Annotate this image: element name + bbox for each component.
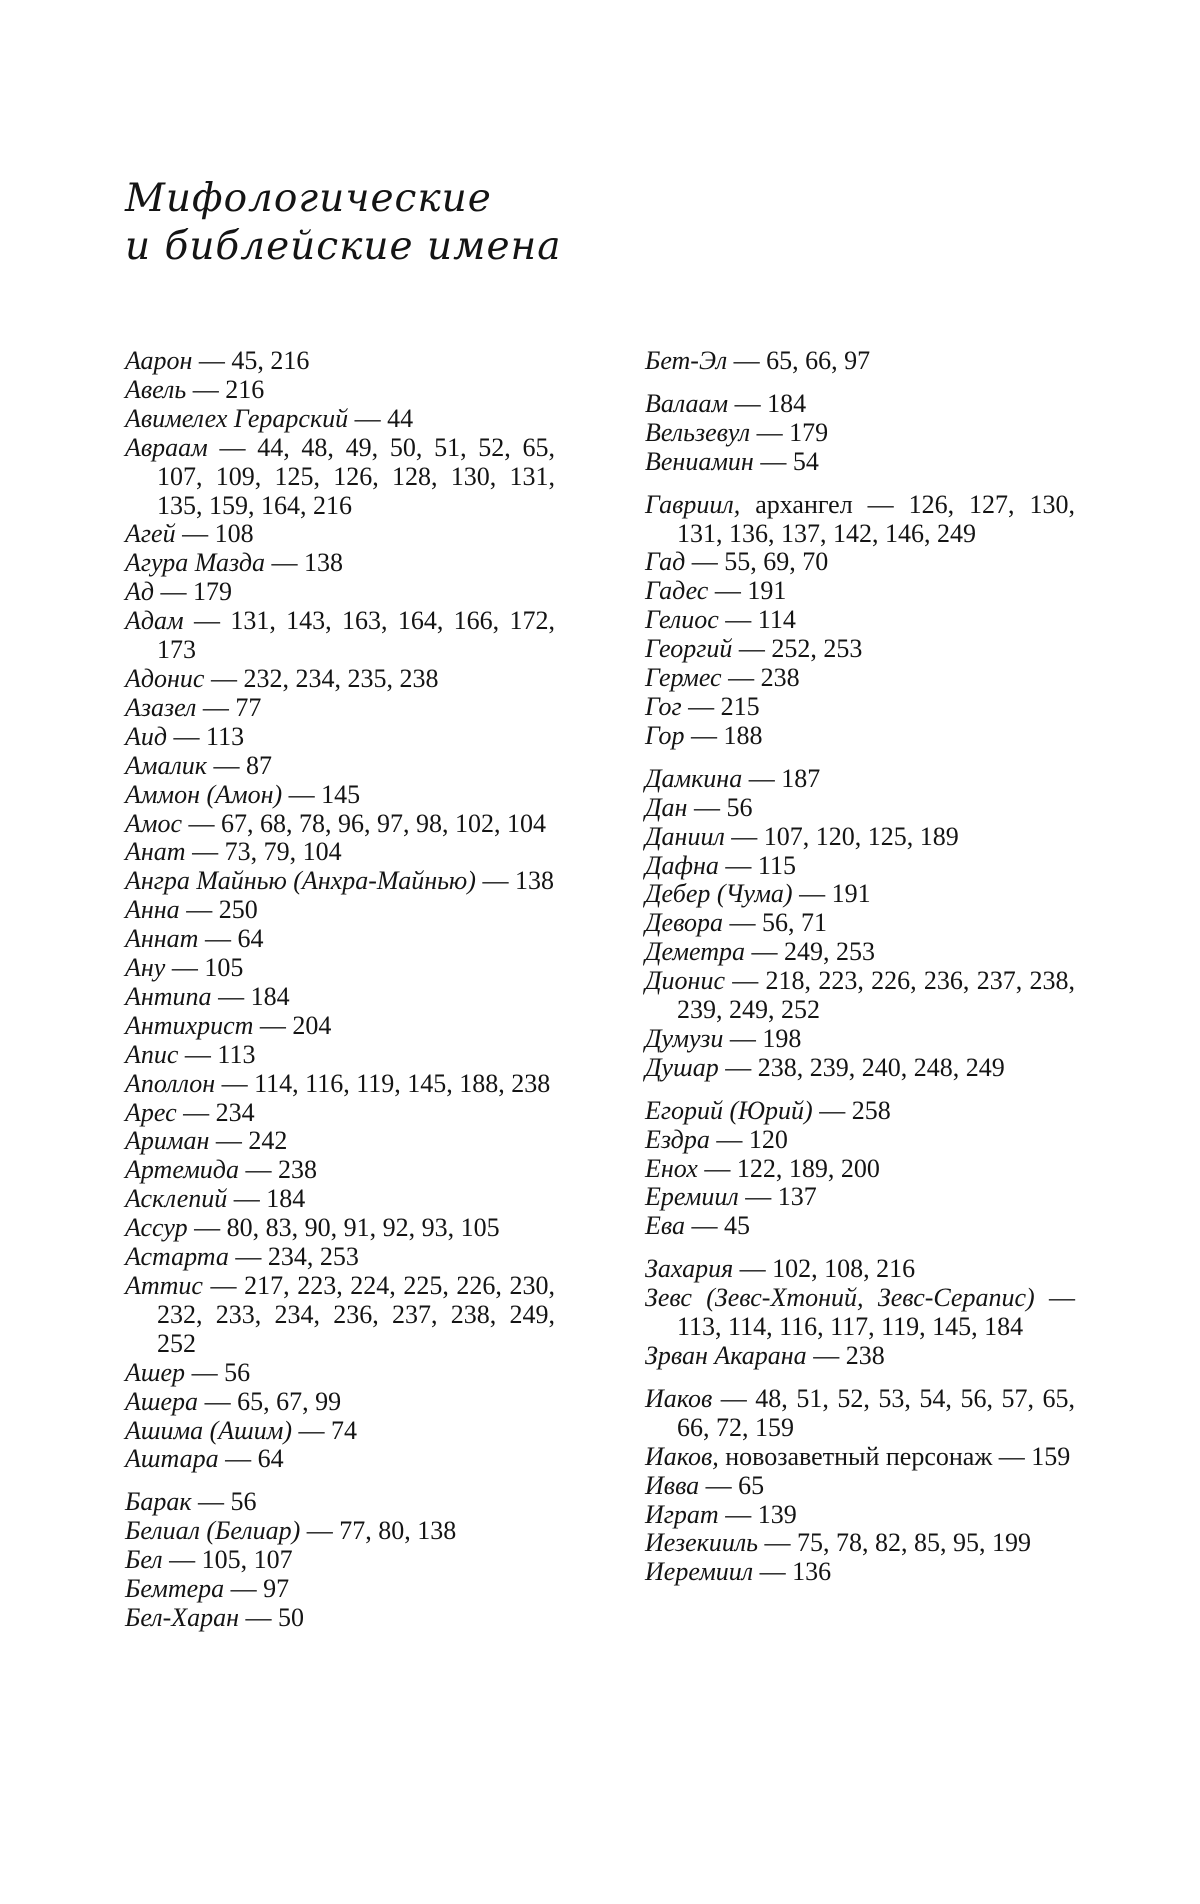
index-entry — [645, 1385, 1075, 1443]
entry-pages: — 139 — [718, 1499, 797, 1529]
entry-name: Ану — [125, 953, 166, 983]
entry-name: Бел — [125, 1545, 163, 1575]
entry-pages: — 188 — [684, 720, 763, 750]
entry-name: Ездра — [645, 1124, 710, 1154]
index-entry — [645, 419, 1075, 448]
letter-group — [645, 1255, 1075, 1371]
entry-pages: — 184 — [211, 981, 290, 1011]
entry-name: Бет-Эл — [645, 346, 728, 375]
entry-pages: — 232, 234, 235, 238 — [204, 663, 439, 693]
entry-name: Гермес — [645, 663, 722, 693]
letter-group — [645, 1097, 1075, 1242]
letter-group — [645, 491, 1075, 751]
entry-name: Антипа — [125, 981, 212, 1011]
letter-group — [125, 1488, 555, 1633]
index-entry — [125, 1099, 555, 1128]
entry-pages: — 238 — [238, 1155, 317, 1185]
entry-pages: — 198 — [723, 1023, 802, 1053]
index-entry — [645, 448, 1075, 477]
entry-name: Анна — [125, 895, 180, 925]
entry-pages: — 105, 107 — [162, 1545, 293, 1575]
entry-name: Арес — [125, 1097, 177, 1127]
entry-pages: — 115 — [718, 850, 796, 880]
entry-name: Аполлон — [125, 1068, 216, 1098]
index-entry — [645, 1284, 1075, 1342]
index-entry — [125, 1156, 555, 1185]
entry-name: Агура Мазда — [125, 548, 265, 578]
index-entry — [125, 1070, 555, 1099]
entry-pages: — 45 — [685, 1211, 750, 1241]
index-entry — [125, 1127, 555, 1156]
index-entry — [125, 1272, 555, 1359]
entry-pages: — 138 — [475, 866, 554, 896]
entry-name: Ариман — [125, 1126, 210, 1156]
entry-pages: — 250 — [179, 895, 258, 925]
entry-pages: — 120 — [709, 1124, 788, 1154]
index-column-right — [645, 347, 1075, 1601]
entry-pages: — 77 — [196, 692, 262, 722]
entry-name: Ангра Майнью (Анхра-Майнью) — [125, 866, 476, 896]
index-entry — [125, 925, 555, 954]
entry-name: Душар — [645, 1052, 719, 1082]
entry-name: Гор — [645, 720, 685, 750]
index-entry — [645, 1529, 1075, 1558]
index-entry — [645, 491, 1075, 549]
entry-name: Асклепий — [125, 1184, 228, 1214]
entry-name: Девора — [645, 908, 724, 938]
entry-name: Авраам — [125, 432, 208, 462]
entry-pages: — 136 — [753, 1557, 832, 1587]
entry-pages: — 179 — [750, 417, 829, 447]
entry-pages: — 64 — [198, 924, 264, 954]
entry-pages: — 238 — [806, 1341, 885, 1370]
index-column-left — [125, 347, 555, 1647]
entry-pages: — 114, 116, 119, 145, 188, 238 — [215, 1068, 551, 1098]
index-entry — [125, 405, 555, 434]
entry-pages: — 44, 48, 49, 50, 51, 52, 65, 107, 109, 125, 126, 128, 130, 131, 135, 159, 164, 216 — [157, 432, 555, 520]
entry-name: Думузи — [645, 1023, 724, 1053]
entry-name: Аид — [125, 721, 168, 751]
entry-name: Азазел — [125, 692, 197, 722]
entry-name: Аштара — [125, 1444, 219, 1474]
entry-pages: — 77, 80, 138 — [300, 1516, 457, 1546]
entry-name: Анат — [125, 837, 186, 867]
entry-pages: — 249, 253 — [745, 937, 876, 967]
entry-pages: — 108 — [175, 519, 254, 549]
entry-name: Еремиил — [645, 1182, 739, 1212]
index-entry — [645, 1342, 1075, 1371]
index-entry — [125, 954, 555, 983]
entry-pages: — 234, 253 — [228, 1242, 359, 1272]
entry-pages: — 242 — [209, 1126, 288, 1156]
entry-pages: — 113 — [178, 1039, 256, 1069]
entry-name: Дамкина — [645, 763, 743, 793]
entry-pages: — 252, 253 — [732, 634, 863, 664]
entry-pages: — 65, 66, 97 — [727, 346, 871, 375]
entry-pages: — 56, 71 — [723, 908, 828, 938]
entry-pages: — 74 — [292, 1415, 358, 1445]
index-entry — [645, 794, 1075, 823]
entry-pages: новозаветный персонаж — 159 — [718, 1441, 1071, 1471]
entry-name: Астарта — [125, 1242, 229, 1272]
entry-name: Егорий (Юрий) — [645, 1095, 813, 1125]
index-entry — [125, 1388, 555, 1417]
index-entry — [125, 1012, 555, 1041]
entry-pages: — 75, 78, 82, 85, 95, 199 — [758, 1528, 1031, 1558]
entry-name: Артемида — [125, 1155, 239, 1185]
index-entry — [125, 1517, 555, 1546]
index-entry — [125, 578, 555, 607]
index-entry — [125, 781, 555, 810]
entry-pages: — 50 — [239, 1602, 305, 1632]
entry-pages: — 87 — [206, 750, 272, 780]
entry-name: Захария — [645, 1254, 734, 1284]
entry-name: Ашера — [125, 1386, 199, 1416]
entry-name: Агей — [125, 519, 176, 549]
index-entry — [645, 606, 1075, 635]
entry-pages: — 73, 79, 104 — [185, 837, 342, 867]
entry-pages: — 191 — [708, 576, 787, 606]
entry-name: Зевс (Зевс-Хтоний, Зевс-Серапис) — [645, 1283, 1035, 1313]
entry-pages: — 56 — [185, 1357, 251, 1387]
entry-pages: — 105 — [165, 953, 244, 983]
entry-pages: — 238 — [721, 663, 800, 693]
index-entry — [125, 983, 555, 1012]
entry-name: Дан — [645, 792, 688, 822]
entry-name: Амалик — [125, 750, 207, 780]
index-entry — [125, 434, 555, 521]
index-entry — [645, 1155, 1075, 1184]
entry-name: Авимелех Герарский — [125, 403, 349, 433]
index-entry — [125, 1575, 555, 1604]
index-entry — [645, 1443, 1075, 1472]
index-entry — [125, 607, 555, 665]
index-entry — [125, 838, 555, 867]
index-entry — [645, 823, 1075, 852]
index-entry — [645, 347, 1075, 376]
entry-name: Гавриил, — [645, 489, 741, 519]
entry-name: Аммон (Амон) — [125, 779, 283, 809]
entry-pages: — 216 — [186, 374, 265, 404]
entry-name: Гадес — [645, 576, 709, 606]
entry-pages: — 218, 223, 226, 236, 237, 238, 239, 249, 252 — [677, 966, 1075, 1025]
entry-pages: — 55, 69, 70 — [685, 547, 829, 577]
index-entry — [645, 967, 1075, 1025]
entry-name: Аарон — [125, 346, 193, 375]
entry-pages: — 44 — [348, 403, 414, 433]
entry-pages: — 48, 51, 52, 53, 54, 56, 57, 65, 66, 72, 159 — [677, 1383, 1075, 1442]
entry-pages: — 54 — [753, 446, 819, 476]
index-entry — [645, 1097, 1075, 1126]
index-entry — [645, 664, 1075, 693]
index-entry — [645, 722, 1075, 751]
entry-pages: — 187 — [742, 763, 821, 793]
entry-name: Деметра — [645, 937, 746, 967]
entry-name: Амос — [125, 808, 183, 838]
index-entry — [125, 549, 555, 578]
index-entry — [645, 635, 1075, 664]
entry-name: Аттис — [125, 1271, 203, 1300]
entry-pages: — 107, 120, 125, 189 — [724, 821, 959, 851]
entry-name: Гелиос — [645, 605, 719, 635]
entry-name: Белиал (Белиар) — [125, 1516, 301, 1546]
index-entry — [645, 1255, 1075, 1284]
entry-name: Барак — [125, 1487, 192, 1517]
entry-pages: — 113 — [167, 721, 245, 751]
index-entry — [125, 1359, 555, 1388]
entry-name: Аннат — [125, 924, 199, 954]
entry-name: Дионис — [645, 966, 725, 996]
index-entry — [125, 1604, 555, 1633]
index-entry — [645, 1472, 1075, 1501]
entry-pages: — 137 — [738, 1182, 817, 1212]
entry-name: Дебер (Чума) — [645, 879, 793, 909]
entry-pages: — 102, 108, 216 — [733, 1254, 916, 1284]
index-entry — [125, 1214, 555, 1243]
index-entry — [645, 577, 1075, 606]
letter-group — [645, 765, 1075, 1083]
entry-name: Валаам — [645, 388, 729, 418]
index-entry — [125, 723, 555, 752]
title-line-2: и библейские имена — [125, 224, 562, 269]
entry-name: Ивва — [645, 1470, 700, 1500]
index-entry — [125, 867, 555, 896]
index-entry — [645, 1501, 1075, 1530]
entry-name: Енох — [645, 1153, 698, 1183]
entry-pages: — 215 — [681, 691, 760, 721]
index-entry — [125, 347, 555, 376]
entry-pages: — 65 — [699, 1470, 765, 1500]
entry-name: Георгий — [645, 634, 733, 664]
index-entry — [645, 1054, 1075, 1083]
entry-name: Бемтера — [125, 1574, 225, 1604]
index-entry — [125, 694, 555, 723]
entry-name: Зрван Акарана — [645, 1341, 807, 1370]
index-entry — [645, 765, 1075, 794]
letter-group — [125, 347, 555, 1474]
entry-name: Антихрист — [125, 1010, 254, 1040]
entry-name: Гог — [645, 691, 682, 721]
entry-pages: — 184 — [728, 388, 807, 418]
entry-pages: — 145 — [282, 779, 361, 809]
letter-group — [645, 390, 1075, 477]
index-entry — [125, 1546, 555, 1575]
index-entry — [645, 548, 1075, 577]
index-entry — [645, 1212, 1075, 1241]
entry-name: Иаков — [645, 1383, 713, 1413]
index-entry — [645, 1126, 1075, 1155]
index-entry — [645, 880, 1075, 909]
index-entry — [125, 520, 555, 549]
index-entry — [645, 693, 1075, 722]
entry-name: Ассур — [125, 1213, 188, 1243]
entry-name: Ашима (Ашим) — [125, 1415, 293, 1445]
entry-pages: — 234 — [176, 1097, 255, 1127]
entry-name: Ашер — [125, 1357, 186, 1387]
entry-pages: — 65, 67, 99 — [198, 1386, 342, 1416]
entry-name: Иеремиил — [645, 1557, 754, 1587]
entry-name: Дафна — [645, 850, 719, 880]
entry-name: Бел-Харан — [125, 1602, 240, 1632]
entry-pages: — 217, 223, 224, 225, 226, 230, 232, 233, 234, 236, 237, 238, 249, 252 — [157, 1271, 555, 1358]
index-entry — [125, 1185, 555, 1214]
entry-pages: — 238, 239, 240, 248, 249 — [718, 1052, 1005, 1082]
entry-name: Апис — [125, 1039, 179, 1069]
index-entry — [645, 909, 1075, 938]
letter-group — [645, 1385, 1075, 1587]
index-entry — [125, 752, 555, 781]
index-entry — [645, 938, 1075, 967]
entry-name: Вениамин — [645, 446, 754, 476]
letter-group — [645, 347, 1075, 376]
entry-pages: архангел — 126, 127, 130, 131, 136, 137, 142, 146, 249 — [677, 489, 1075, 548]
index-entry — [125, 665, 555, 694]
entry-name: Адам — [125, 606, 184, 636]
entry-name: Гад — [645, 547, 686, 577]
entry-pages: — 45, 216 — [192, 346, 310, 375]
entry-pages: — 113, 114, 116, 117, 119, 145, 184 — [677, 1283, 1075, 1342]
index-entry — [125, 1445, 555, 1474]
index-entry — [645, 852, 1075, 881]
entry-pages: — 64 — [218, 1444, 284, 1474]
entry-pages: — 258 — [812, 1095, 891, 1125]
index-entry — [645, 1558, 1075, 1587]
entry-name: Даниил — [645, 821, 725, 851]
index-entry — [645, 390, 1075, 419]
entry-pages: — 191 — [792, 879, 871, 909]
index-entry — [125, 376, 555, 405]
entry-name: Авель — [125, 374, 187, 404]
entry-pages: — 80, 83, 90, 91, 92, 93, 105 — [187, 1213, 500, 1243]
index-entry — [125, 1488, 555, 1517]
entry-pages: — 184 — [227, 1184, 306, 1214]
index-entry — [645, 1025, 1075, 1054]
entry-pages: — 114 — [718, 605, 796, 635]
entry-pages: — 122, 189, 200 — [697, 1153, 880, 1183]
page-title — [125, 175, 561, 271]
entry-pages: — 97 — [224, 1574, 290, 1604]
entry-name: Иезекииль — [645, 1528, 758, 1558]
entry-name: Иаков, — [645, 1441, 719, 1471]
entry-pages: — 67, 68, 78, 96, 97, 98, 102, 104 — [182, 808, 547, 838]
index-entry — [125, 896, 555, 925]
index-entry — [125, 810, 555, 839]
entry-pages: — 56 — [191, 1487, 257, 1517]
entry-pages: — 179 — [154, 577, 233, 607]
index-entry — [125, 1243, 555, 1272]
entry-pages: — 204 — [253, 1010, 332, 1040]
entry-name: Играт — [645, 1499, 719, 1529]
entry-pages: — 131, 143, 163, 164, 166, 172, 173 — [157, 606, 555, 665]
index-entry — [125, 1417, 555, 1446]
index-entry — [125, 1041, 555, 1070]
entry-name: Вельзевул — [645, 417, 751, 447]
entry-name: Ад — [125, 577, 155, 607]
entry-name: Адонис — [125, 663, 205, 693]
index-entry — [645, 1183, 1075, 1212]
entry-name: Ева — [645, 1211, 685, 1241]
entry-pages: — 56 — [687, 792, 753, 822]
title-line-1: Мифологические — [125, 176, 492, 221]
entry-pages: — 138 — [264, 548, 343, 578]
